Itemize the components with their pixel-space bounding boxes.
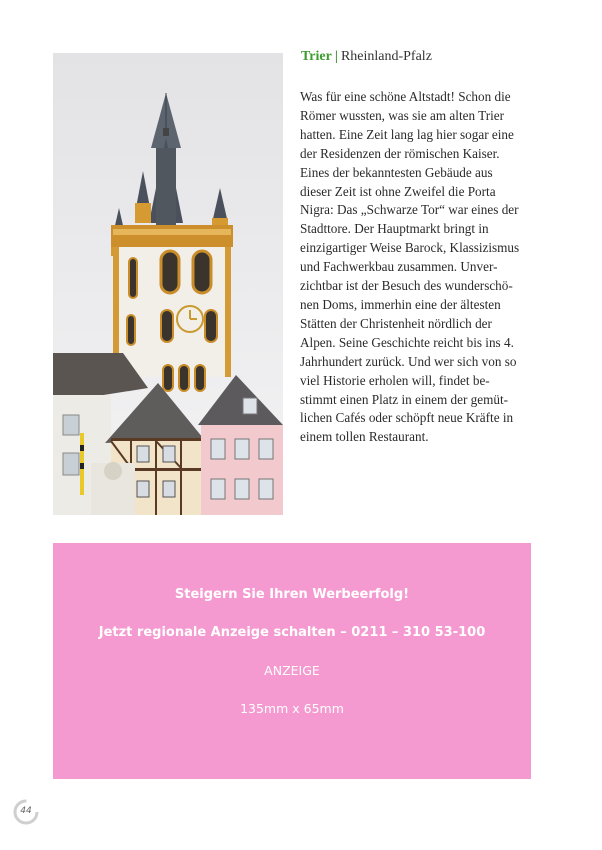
article-line: hatten. Eine Zeit lang lag hier sogar eine — [300, 126, 514, 142]
ad-size: 135mm x 65mm — [240, 701, 344, 716]
region-name: Rheinland-Pfalz — [340, 49, 432, 64]
page-number: 44 — [20, 806, 32, 816]
ad-label: ANZEIGE — [264, 663, 320, 678]
article-line: und Fachwerkbau zusammen. Unver- — [300, 259, 498, 275]
article-line: Eines der bekanntesten Gebäude aus — [300, 164, 493, 180]
article-line: viel Historie erholen will, findet be- — [300, 372, 490, 388]
section-heading — [301, 49, 432, 65]
article-line: dieser Zeit ist ohne Zweifel die Porta — [300, 183, 496, 199]
ad-headline: Steigern Sie Ihren Werbeerfolg! — [174, 587, 410, 602]
article-line: Alpen. Seine Geschichte reicht bis ins 4. — [300, 334, 514, 350]
article-body — [300, 88, 536, 447]
article-line: zichtbar ist der Besuch des wunderschö- — [300, 278, 513, 294]
article-line: Stätten der Christenheit nördlich der — [300, 315, 492, 331]
page-number-marker — [12, 798, 42, 828]
article-line: einzigartiger Weise Barock, Klassizismus — [300, 240, 520, 256]
article-line: einem tollen Restaurant. — [300, 429, 429, 445]
photo-trier-church-tower — [53, 53, 283, 515]
article-line: Stadttore. Der Hauptmarkt bringt in — [300, 221, 489, 237]
heading-separator: | — [334, 49, 338, 64]
ad-call-to-action: Jetzt regionale Anzeige schalten – 0211 – 310 53-100 — [98, 625, 486, 640]
advertisement-box — [53, 543, 531, 779]
article-line: Jahrhundert zurück. Und wer sich von so — [300, 353, 517, 369]
article-line: Was für eine schöne Altstadt! Schon die — [300, 89, 511, 104]
article-line: stimmt einen Platz in einem der gemüt- — [300, 391, 509, 407]
article-line: Nigra: Das „Schwarze Tor“ war eines der — [300, 202, 519, 218]
article-line: nen Doms, immerhin eine der ältesten — [300, 296, 501, 312]
article-line: der Residenzen der römischen Kaiser. — [300, 145, 500, 161]
article-line: lichen Cafés oder schöpft neue Kräfte in — [300, 410, 514, 426]
article-line: Römer wussten, was sie am alten Trier — [300, 107, 505, 123]
city-name: Trier — [301, 49, 332, 64]
